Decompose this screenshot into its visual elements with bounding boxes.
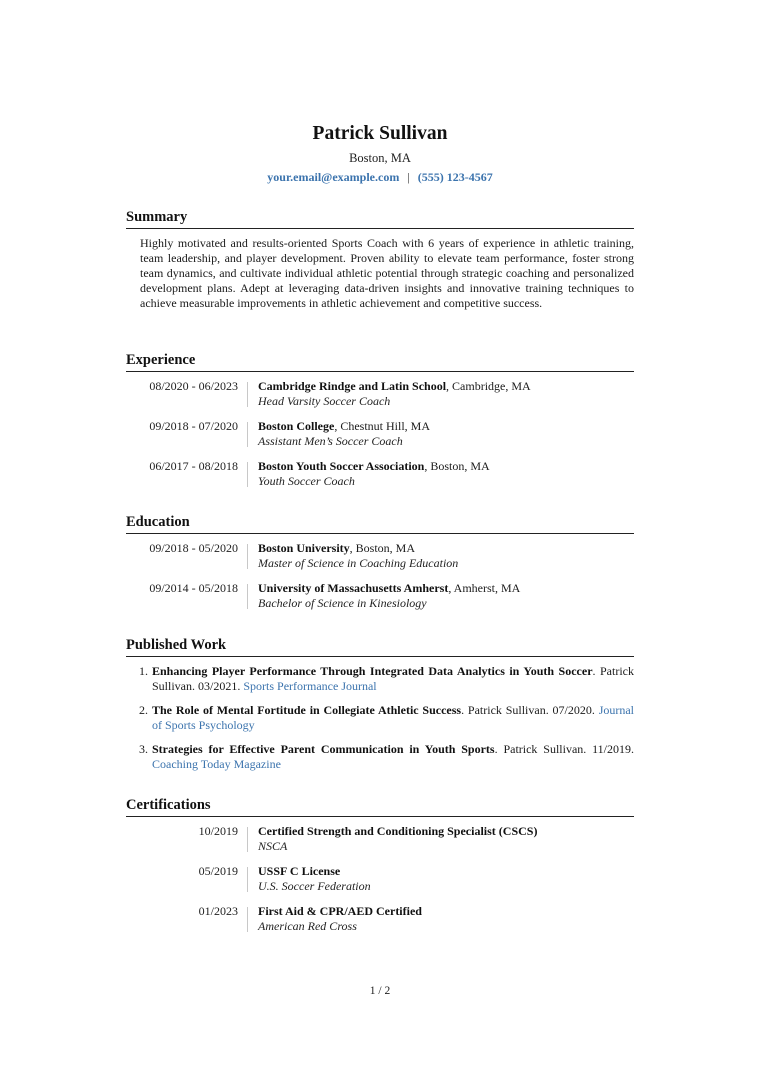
contact-line: [0, 169, 760, 185]
entry-date: 09/2014 - 05/2018: [149, 581, 238, 595]
entry-location: , Amherst, MA: [448, 581, 521, 595]
summary-text: Highly motivated and results-oriented Sports Coach with 6 years of experience in athletic training, team leadership, and player development. Proven ability to elevate team performance, foster strong team dynamics, and cultivate individual athletic potential through strategic coaching and personalized development plans. Adept at leveraging data-driven insights and innovative training techniques to achieve measurable improvements in athletic achievement and competitive success.: [140, 236, 634, 310]
email-link[interactable]: your.email@example.com: [267, 170, 400, 184]
candidate-location: Boston, MA: [349, 151, 411, 165]
certification-entry: [126, 824, 634, 864]
publication-meta: . Patrick Sullivan. 03/2021.: [152, 664, 634, 693]
entry-date: 08/2020 - 06/2023: [149, 379, 238, 393]
publication-list: [126, 664, 634, 772]
entry-date: 09/2018 - 07/2020: [149, 419, 238, 433]
entry-date: 01/2023: [198, 904, 238, 918]
entry-location: , Boston, MA: [349, 541, 416, 555]
entry-org: Boston Youth Soccer Association: [258, 459, 425, 473]
published-work-section: [126, 636, 634, 781]
section-title-published-work: Published Work: [126, 636, 634, 657]
phone-link[interactable]: (555) 123-4567: [417, 170, 493, 184]
entry-divider: [247, 544, 248, 569]
entry-date: 05/2019: [198, 864, 238, 878]
publication-title: The Role of Mental Fortitude in Collegiate Athletic Success: [152, 703, 462, 717]
publication-number: 2.: [139, 703, 148, 717]
certification-list: [126, 824, 634, 944]
certification-entry: [126, 904, 634, 944]
entry-location: , Boston, MA: [424, 459, 490, 473]
certifications-section: [126, 796, 634, 944]
certification-name: First Aid & CPR/AED Certified: [258, 904, 422, 918]
summary-section: [126, 208, 634, 311]
publication-title: Enhancing Player Performance Through Integrated Data Analytics in Youth Soccer: [152, 664, 593, 678]
certification-name: Certified Strength and Conditioning Specialist (CSCS): [258, 824, 538, 838]
experience-list: [126, 379, 634, 499]
entry-divider: [247, 422, 248, 447]
entry-location: , Cambridge, MA: [446, 379, 531, 393]
resume-header: [0, 121, 760, 185]
experience-entry: [126, 379, 634, 419]
experience-entry: [126, 419, 634, 459]
education-section: [126, 513, 634, 621]
entry-date: 06/2017 - 08/2018: [149, 459, 238, 473]
certification-issuer: NSCA: [258, 838, 288, 853]
section-title-experience: Experience: [126, 351, 634, 372]
experience-entry: [126, 459, 634, 499]
education-entry: [126, 541, 634, 581]
publication-title: Strategies for Effective Parent Communication in Youth Sports: [152, 742, 495, 756]
experience-section: [126, 351, 634, 499]
entry-org: Cambridge Rindge and Latin School: [258, 379, 447, 393]
page-number: 1 / 2: [369, 985, 391, 997]
publication-item: [126, 742, 634, 772]
entry-role: Bachelor of Science in Kinesiology: [258, 595, 427, 610]
publication-number: 3.: [139, 742, 148, 756]
certification-name: USSF C License: [258, 864, 341, 878]
certification-issuer: American Red Cross: [258, 918, 357, 933]
entry-divider: [247, 382, 248, 407]
publication-item: [126, 703, 634, 733]
publication-venue-link[interactable]: Coaching Today Magazine: [152, 757, 281, 771]
section-title-education: Education: [126, 513, 634, 534]
entry-role: Head Varsity Soccer Coach: [258, 393, 391, 408]
publication-meta: . Patrick Sullivan. 07/2020.: [461, 703, 599, 717]
publication-item: [126, 664, 634, 694]
certification-issuer: U.S. Soccer Federation: [258, 878, 371, 893]
section-title-summary: Summary: [126, 208, 634, 229]
entry-divider: [247, 827, 248, 852]
entry-org: Boston University: [258, 541, 350, 555]
certification-entry: [126, 864, 634, 904]
publication-venue-link[interactable]: Sports Performance Journal: [243, 679, 377, 693]
education-entry: [126, 581, 634, 621]
entry-divider: [247, 907, 248, 932]
entry-date: 10/2019: [198, 824, 238, 838]
publication-number: 1.: [139, 664, 148, 678]
publication-venue-link[interactable]: Journal of Sports Psychology: [152, 703, 635, 732]
entry-divider: [247, 584, 248, 609]
education-list: [126, 541, 634, 621]
entry-divider: [247, 867, 248, 892]
section-title-certifications: Certifications: [126, 796, 634, 817]
entry-location: , Chestnut Hill, MA: [334, 419, 431, 433]
entry-role: Master of Science in Coaching Education: [258, 555, 459, 570]
entry-role: Youth Soccer Coach: [258, 473, 355, 488]
entry-org: Boston College: [258, 419, 335, 433]
contact-separator: |: [407, 170, 410, 184]
candidate-name: Patrick Sullivan: [312, 123, 448, 144]
entry-org: University of Massachusetts Amherst: [258, 581, 449, 595]
entry-role: Assistant Men’s Soccer Coach: [258, 433, 403, 448]
entry-divider: [247, 462, 248, 487]
entry-date: 09/2018 - 05/2020: [149, 541, 238, 555]
publication-meta: . Patrick Sullivan. 11/2019.: [494, 742, 634, 756]
